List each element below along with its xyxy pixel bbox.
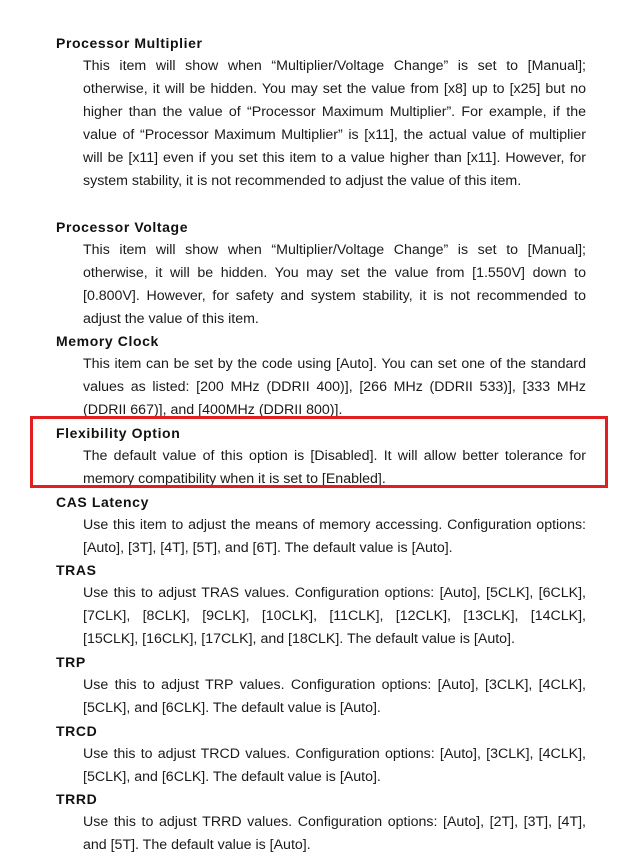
entry-title: TRRD bbox=[56, 791, 98, 807]
entry-description: This item will show when “Multiplier/Voltage Change” is set to [Manual]; otherwise, it will be hidden. You may set the value from [x8] up to [x25] but no higher than the value of “Processor Maximum Multiplier”. For example, if the value of “Processor Maximum Multiplier” is [x11], the actual value of multiplier will be [x11] even if you set this item to a value higher than [x11]. However, for system stability, it is not recommended to adjust the value of this item. bbox=[83, 58, 586, 189]
entry-title: TRCD bbox=[56, 723, 98, 739]
entry-description: The default value of this option is [Disabled]. It will allow better tolerance for memory compatibility when it is set to [Enabled]. bbox=[83, 448, 586, 487]
entry-cas-latency bbox=[56, 493, 596, 560]
entry-tras bbox=[56, 561, 596, 651]
entry-title: Processor Multiplier bbox=[56, 35, 203, 51]
entry-trp bbox=[56, 653, 596, 720]
entry-description: Use this to adjust TRCD values. Configuration options: [Auto], [3CLK], [4CLK], [5CLK], and [6CLK]. The default value is [Auto]. bbox=[83, 746, 586, 785]
entry-description: Use this item to adjust the means of memory accessing. Configuration options: [Auto], [3T], [4T], [5T], and [6T]. The default value is [Auto]. bbox=[83, 517, 586, 556]
entry-description: Use this to adjust TRAS values. Configuration options: [Auto], [5CLK], [6CLK], [7CLK], [8CLK], [9CLK], [10CLK], [11CLK], [12CLK], [13CLK], [14CLK], [15CLK], [16CLK], [17CLK], and [18CLK]. The default value is [Auto]. bbox=[83, 585, 586, 647]
entry-memory-clock bbox=[56, 332, 596, 422]
entry-title: TRP bbox=[56, 654, 86, 670]
entry-description: Use this to adjust TRP values. Configuration options: [Auto], [3CLK], [4CLK], [5CLK], and [6CLK]. The default value is [Auto]. bbox=[83, 677, 586, 716]
entry-title: CAS Latency bbox=[56, 494, 149, 510]
entry-processor-voltage bbox=[56, 218, 596, 331]
entry-description: This item will show when “Multiplier/Voltage Change” is set to [Manual]; otherwise, it will be hidden. You may set the value from [1.550V] down to [0.800V]. However, for safety and system stability, it is not recommended to adjust the value of this item. bbox=[83, 242, 586, 327]
entry-processor-multiplier bbox=[56, 34, 596, 193]
entry-trcd bbox=[56, 722, 596, 789]
entry-trrd bbox=[56, 790, 596, 857]
entry-title: Memory Clock bbox=[56, 333, 159, 349]
entry-description: This item can be set by the code using [Auto]. You can set one of the standard values as listed: [200 MHz (DDRII 400)], [266 MHz (DDRII 533)], [333 MHz (DDRII 667)], and [400MHz (DDRII 800)]. bbox=[83, 356, 586, 418]
highlight-box bbox=[30, 416, 608, 488]
entry-title: TRAS bbox=[56, 562, 97, 578]
entry-description: Use this to adjust TRRD values. Configuration options: [Auto], [2T], [3T], [4T], and [5T]. The default value is [Auto]. bbox=[83, 814, 586, 853]
entry-title: Flexibility Option bbox=[56, 425, 181, 441]
entry-title: Processor Voltage bbox=[56, 219, 189, 235]
